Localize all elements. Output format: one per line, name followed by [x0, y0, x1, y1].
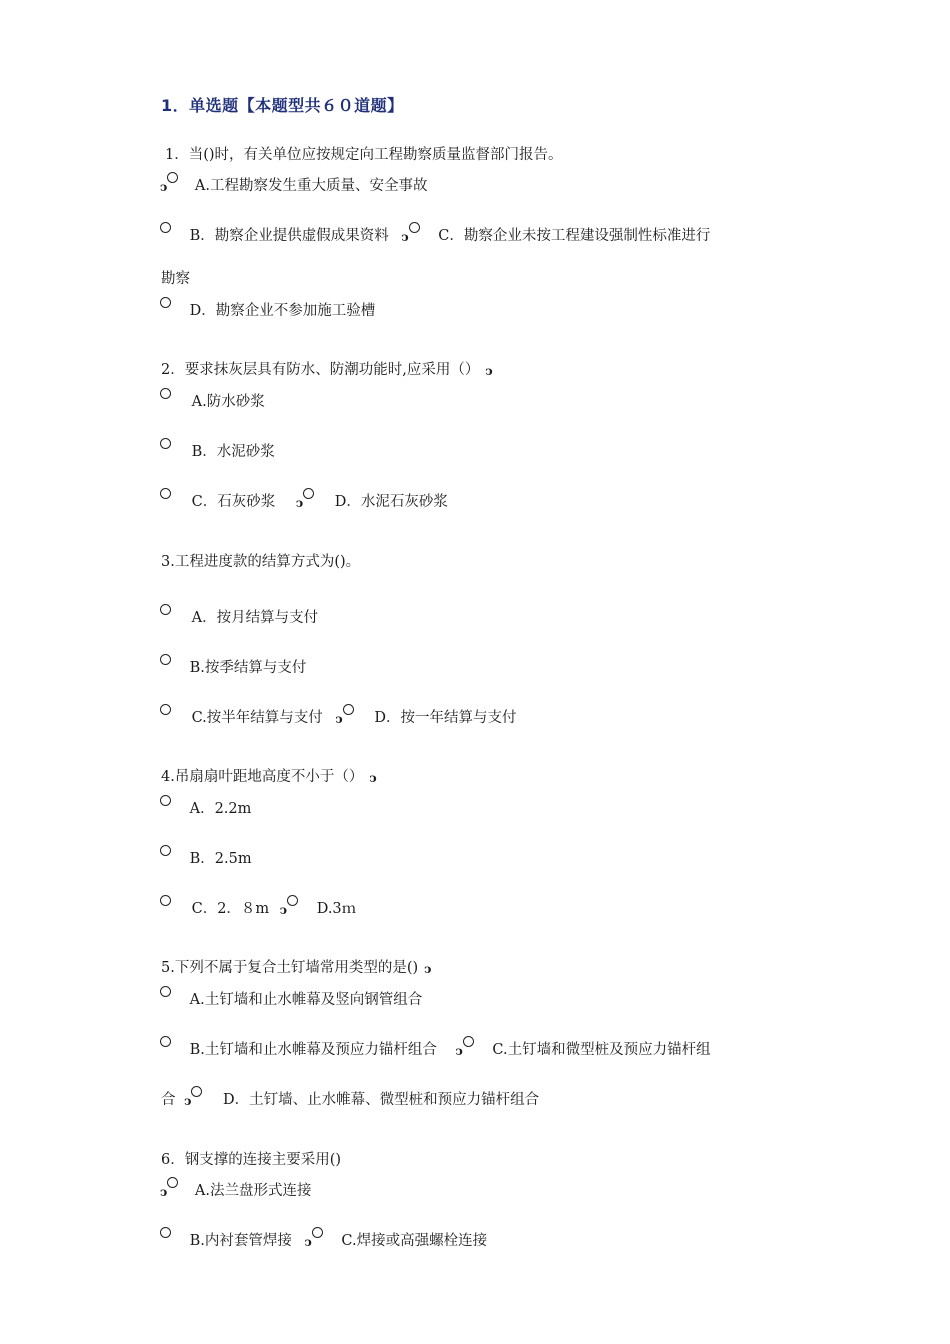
option-text: B．水泥砂浆 [191, 444, 275, 460]
marker-icon: ↄ [160, 180, 168, 194]
question-2-stem-row [161, 360, 493, 380]
radio-button[interactable] [160, 704, 171, 715]
question-2-option-a-row[interactable] [160, 392, 265, 412]
question-6-stem: 6．钢支撑的连接主要采用() [161, 1152, 342, 1168]
option-text: A.土钉墙和止水帷幕及竖向钢管组合 [189, 992, 423, 1008]
option-text: C．勘察企业未按工程建设强制性标准进行 [438, 228, 711, 244]
radio-button[interactable] [303, 488, 314, 499]
marker-icon: ↄ [455, 1044, 463, 1058]
question-2-option-b-row[interactable] [160, 442, 275, 462]
question-5-stem-row [161, 958, 431, 978]
radio-button[interactable] [409, 222, 420, 233]
question-1-option-b-row[interactable] [160, 226, 710, 246]
option-text: A.防水砂浆 [191, 394, 265, 410]
question-3-option-b-row[interactable] [160, 658, 306, 678]
radio-button[interactable] [160, 795, 171, 806]
radio-button[interactable] [160, 388, 171, 399]
radio-button[interactable] [160, 297, 171, 308]
option-text: D．按一年结算与支付 [374, 710, 517, 726]
option-text: D．勘察企业不参加施工验槽 [189, 303, 376, 319]
question-2-option-c-row[interactable] [160, 492, 448, 512]
option-text: A．2.2m [189, 801, 252, 817]
radio-button[interactable] [191, 1086, 202, 1097]
section-title: 1．单选题【本题型共６０道题】 [161, 96, 404, 115]
question-5-option-b-row[interactable] [160, 1040, 711, 1060]
radio-button[interactable] [160, 1036, 171, 1047]
marker-icon: ↄ [279, 903, 288, 917]
radio-button[interactable] [160, 845, 171, 856]
radio-button[interactable] [167, 1177, 178, 1188]
marker-icon: ↄ [160, 1185, 168, 1199]
question-3-option-c-row[interactable] [160, 708, 516, 728]
question-3-option-a-row[interactable] [160, 608, 318, 628]
option-text: B.土钉墙和止水帷幕及预应力锚杆组合 [189, 1042, 437, 1058]
marker-icon: ↄ [335, 712, 343, 726]
option-text: B.内衬套管焊接 [189, 1233, 292, 1249]
radio-button[interactable] [160, 222, 171, 233]
marker-icon: ↄ [304, 1235, 312, 1249]
marker-icon: ↄ [424, 962, 432, 976]
radio-button[interactable] [463, 1036, 474, 1047]
option-text: C．2．８m [191, 901, 270, 917]
question-4-option-c-row[interactable] [160, 899, 356, 919]
question-5-option-c-wrap-row[interactable] [161, 1090, 539, 1110]
radio-button[interactable] [160, 1227, 171, 1238]
option-text: C.按半年结算与支付 [191, 710, 323, 726]
question-5-stem: 5.下列不属于复合土钉墙常用类型的是() [161, 960, 419, 976]
question-6-option-a-row[interactable] [160, 1181, 312, 1201]
marker-icon: ↄ [401, 230, 409, 244]
question-4-option-b-row[interactable] [160, 849, 252, 869]
radio-button[interactable] [343, 704, 354, 715]
option-text: B．勘察企业提供虚假成果资料 [189, 228, 389, 244]
radio-button[interactable] [160, 986, 171, 997]
radio-button[interactable] [160, 895, 171, 906]
option-text: C．石灰砂浆 [191, 494, 276, 510]
question-4-option-a-row[interactable] [160, 799, 251, 819]
option-text: C.土钉墙和微型桩及预应力锚杆组 [492, 1042, 711, 1058]
option-text: D.3ｍ [316, 901, 357, 917]
marker-icon: ↄ [184, 1094, 192, 1108]
question-6-option-b-row[interactable] [160, 1231, 487, 1251]
question-4-stem: 4.吊扇扇叶距地高度不小于（） [161, 769, 364, 785]
question-3-stem: 3.工程进度款的结算方式为()。 [161, 554, 361, 570]
option-text: B.按季结算与支付 [189, 660, 307, 676]
marker-icon: ↄ [485, 364, 493, 378]
radio-button[interactable] [287, 895, 298, 906]
option-text: D．土钉墙、止水帷幕、微型桩和预应力锚杆组合 [223, 1092, 540, 1108]
question-1-stem: 1．当()时，有关单位应按规定向工程勘察质量监督部门报告。 [165, 147, 563, 163]
question-4-stem-row [161, 767, 377, 787]
radio-button[interactable] [160, 438, 171, 449]
radio-button[interactable] [160, 604, 171, 615]
option-text: D．水泥石灰砂浆 [334, 494, 448, 510]
radio-button[interactable] [312, 1227, 323, 1238]
radio-button[interactable] [160, 654, 171, 665]
option-text: 合 [161, 1092, 176, 1108]
option-text: A.法兰盘形式连接 [194, 1183, 312, 1199]
option-text: A.工程勘察发生重大质量、安全事故 [194, 178, 428, 194]
marker-icon: ↄ [369, 771, 377, 785]
question-1-option-d-row[interactable] [160, 301, 375, 321]
question-1-option-c-wrap: 勘察 [161, 271, 190, 287]
question-5-option-a-row[interactable] [160, 990, 422, 1010]
option-text: B．2.5m [189, 851, 252, 867]
marker-icon: ↄ [295, 496, 304, 510]
question-2-stem: 2．要求抹灰层具有防水、防潮功能时,应采用（） [161, 362, 480, 378]
option-text: A．按月结算与支付 [191, 610, 319, 626]
option-text: C.焊接或高强螺栓连接 [341, 1233, 488, 1249]
radio-button[interactable] [160, 488, 171, 499]
question-1-option-a-row[interactable] [160, 176, 428, 196]
radio-button[interactable] [167, 172, 178, 183]
